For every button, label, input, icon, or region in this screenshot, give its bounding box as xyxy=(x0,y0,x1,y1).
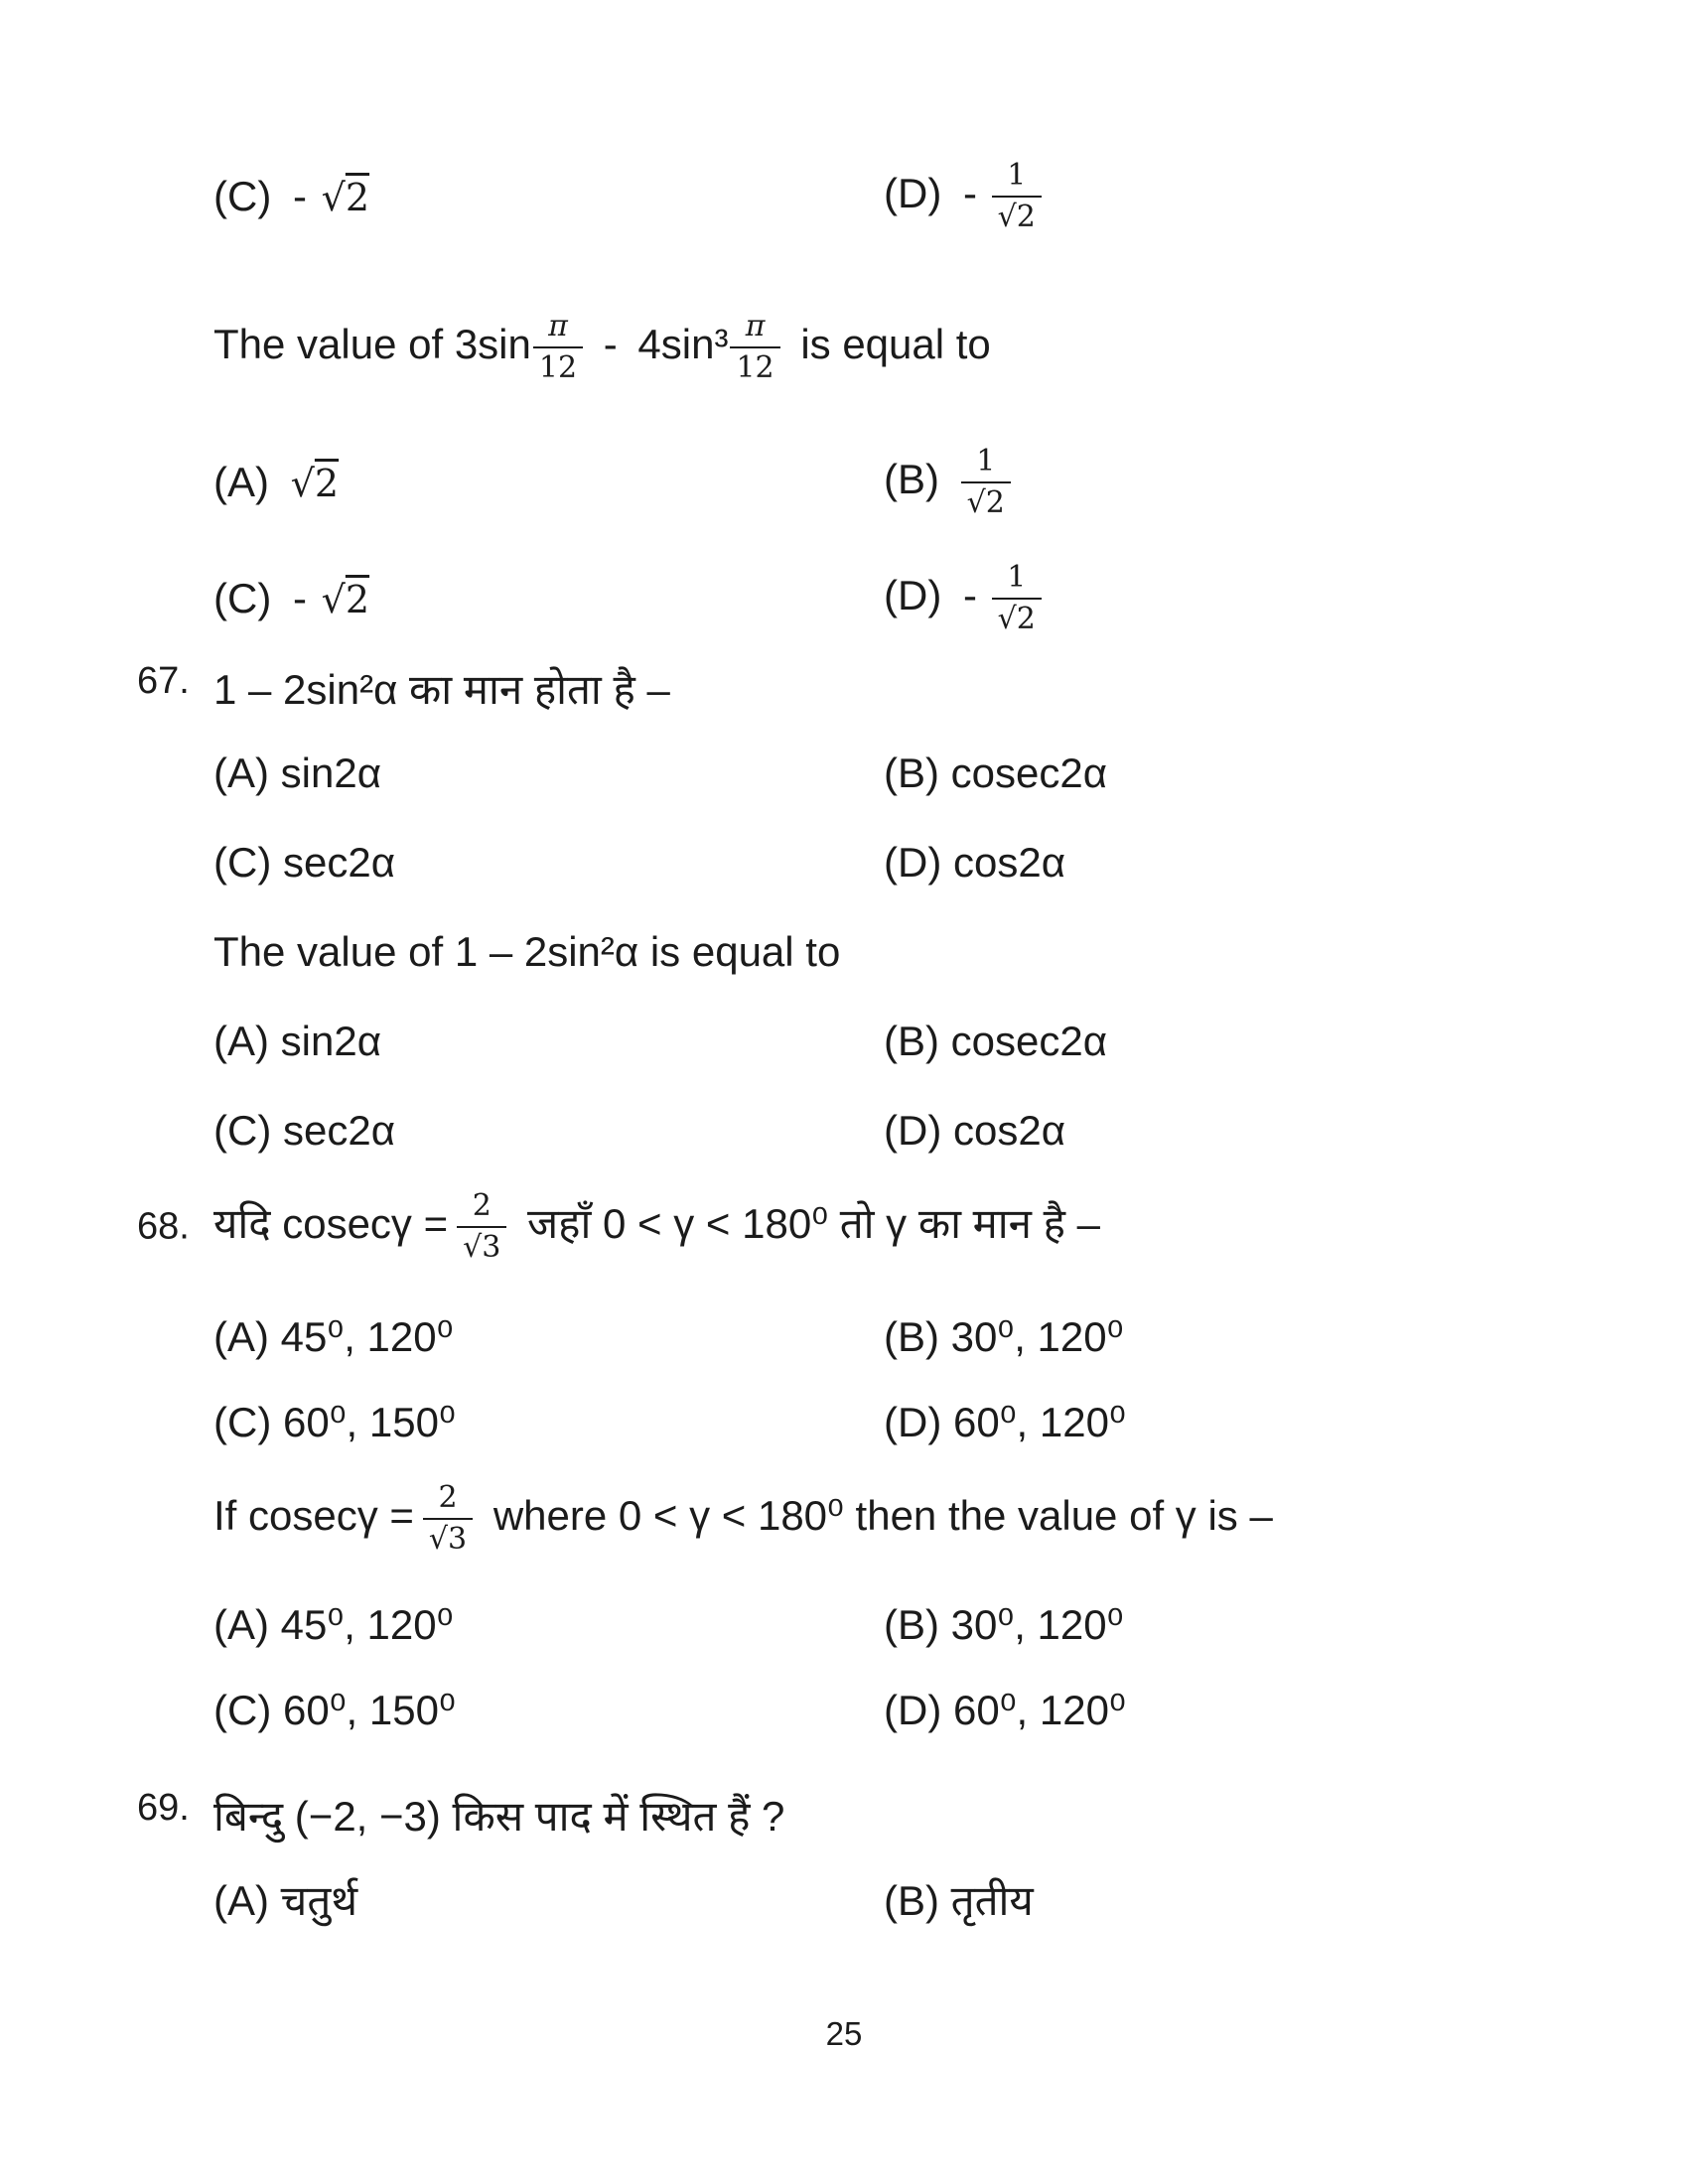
radical-sign: √ xyxy=(966,485,986,520)
minus-sign: - xyxy=(292,173,307,219)
q68-hindi-stem xyxy=(213,1189,1100,1265)
q69-option-a: (A) चतुर्थ xyxy=(213,1877,358,1924)
q67-option-c-en: (C) sec2α xyxy=(213,1107,395,1154)
radical-sign: √ xyxy=(997,200,1017,234)
radical-sign: √ xyxy=(321,578,346,621)
q66-english-stem xyxy=(213,310,991,385)
q68-option-a: (A) 45⁰, 120⁰ xyxy=(213,1313,454,1360)
page-number: 25 xyxy=(825,2015,863,2052)
fraction-numerator: 2 xyxy=(457,1189,506,1228)
fraction-numerator: π xyxy=(730,310,779,348)
stem-text: where 0 < γ < 180⁰ then the value of γ is – xyxy=(492,1492,1273,1540)
q67-option-c: (C) sec2α xyxy=(213,839,395,886)
fraction xyxy=(423,1481,473,1557)
fraction-numerator: π xyxy=(533,310,583,348)
fraction-denominator xyxy=(961,483,1011,520)
fraction xyxy=(730,310,779,385)
q68-options-row-2 xyxy=(0,1398,1688,1457)
q66-option-b xyxy=(884,445,1011,520)
fraction xyxy=(992,561,1042,636)
q69-question-row xyxy=(0,1787,1688,1846)
radicand: 2 xyxy=(314,462,340,505)
fraction-numerator: 1 xyxy=(992,561,1042,600)
radical-sign: √ xyxy=(428,1522,449,1557)
q67-option-d: (D) cos2α xyxy=(884,839,1065,886)
radicand: 2 xyxy=(1016,602,1036,636)
fraction xyxy=(533,310,583,385)
q67-options-row-2 xyxy=(0,839,1688,898)
q68-option-d-en: (D) 60⁰, 120⁰ xyxy=(884,1687,1126,1733)
q68-option-b-en: (B) 30⁰, 120⁰ xyxy=(884,1601,1124,1648)
q68-english-stem xyxy=(213,1481,1273,1557)
q66-option-d2 xyxy=(884,561,1042,636)
question-number: 68. xyxy=(137,1205,190,1248)
radicand: 2 xyxy=(345,176,370,219)
radical-sign: √ xyxy=(463,1230,483,1265)
q67-option-a-en: (A) sin2α xyxy=(213,1018,381,1064)
q68-option-a-en: (A) 45⁰, 120⁰ xyxy=(213,1601,454,1648)
q66-option-c2 xyxy=(213,575,369,622)
q67-option-d-en: (D) cos2α xyxy=(884,1107,1065,1154)
fraction-denominator: 12 xyxy=(538,350,578,385)
sqrt-expression xyxy=(322,176,369,219)
q68-question-row xyxy=(0,1169,1688,1285)
q67-options-row-1 xyxy=(0,750,1688,809)
q67-options-row-3 xyxy=(0,1018,1688,1077)
fraction-denominator xyxy=(457,1228,506,1265)
fraction-denominator: 12 xyxy=(736,350,774,385)
fraction-numerator: 1 xyxy=(992,159,1042,198)
sqrt-expression xyxy=(322,578,369,621)
q67-options-row-4 xyxy=(0,1107,1688,1166)
q67-question-row xyxy=(0,660,1688,720)
radical-sign: √ xyxy=(321,176,346,219)
radicand: 2 xyxy=(1016,200,1036,234)
q66-top-options-row xyxy=(0,139,1688,254)
question-number: 69. xyxy=(137,1787,190,1829)
stem-text: 4sin³ xyxy=(637,321,729,368)
fraction-numerator: 1 xyxy=(961,445,1011,483)
fraction-denominator xyxy=(423,1520,473,1557)
fraction xyxy=(992,159,1042,234)
radicand: 2 xyxy=(345,578,370,621)
stem-text: जहाँ 0 < γ < 180⁰ तो γ का मान है – xyxy=(527,1200,1100,1248)
q68-option-c-en: (C) 60⁰, 150⁰ xyxy=(213,1687,456,1733)
option-label: (C) xyxy=(213,173,272,219)
q66-options-row-cd xyxy=(0,541,1688,656)
q66-option-d xyxy=(884,159,1042,234)
minus-sign: - xyxy=(292,575,307,621)
q66-options-row-ab xyxy=(0,425,1688,540)
option-label: (B) xyxy=(884,456,939,503)
radicand: 3 xyxy=(482,1230,501,1265)
q66-option-a xyxy=(213,459,339,506)
q68-option-d: (D) 60⁰, 120⁰ xyxy=(884,1399,1126,1445)
q67-option-b: (B) cosec2α xyxy=(884,750,1108,796)
q66-option-c xyxy=(213,173,369,220)
option-label: (D) xyxy=(884,170,942,217)
q69-hindi-stem: बिन्दु (−2, −3) किस पाद में स्थित हैं ? xyxy=(213,1793,785,1840)
fraction-denominator xyxy=(992,198,1042,234)
option-label: (A) xyxy=(213,459,269,505)
q68-options-row-3 xyxy=(0,1600,1688,1660)
q68-options-row-1 xyxy=(0,1312,1688,1372)
q68-option-c: (C) 60⁰, 150⁰ xyxy=(213,1399,456,1445)
stem-text: If cosecγ = xyxy=(213,1492,414,1540)
q67-option-a: (A) sin2α xyxy=(213,750,381,796)
sqrt-expression xyxy=(291,462,339,505)
minus-sign: - xyxy=(962,170,977,217)
radicand: 3 xyxy=(448,1522,468,1557)
q68-options-row-4 xyxy=(0,1686,1688,1745)
stem-text: यदि cosecγ = xyxy=(213,1200,449,1248)
q69-option-b: (B) तृतीय xyxy=(884,1877,1034,1924)
q66-english-stem-row xyxy=(0,290,1688,405)
option-label: (C) xyxy=(213,575,272,621)
fraction-numerator: 2 xyxy=(423,1481,473,1520)
q67-option-b-en: (B) cosec2α xyxy=(884,1018,1108,1064)
q69-options-row-1 xyxy=(0,1871,1688,1931)
fraction xyxy=(457,1189,506,1265)
q68-option-b: (B) 30⁰, 120⁰ xyxy=(884,1313,1124,1360)
minus-sign: - xyxy=(962,572,977,619)
fraction-denominator xyxy=(992,600,1042,636)
radicand: 2 xyxy=(985,485,1005,520)
radical-sign: √ xyxy=(290,462,315,505)
q67-english-stem: The value of 1 – 2sin²α is equal to xyxy=(213,928,841,975)
fraction xyxy=(961,445,1011,520)
minus-sign: - xyxy=(603,321,618,368)
question-number: 67. xyxy=(137,660,190,702)
radical-sign: √ xyxy=(997,602,1017,636)
q67-english-stem-row xyxy=(0,928,1688,988)
q67-hindi-stem: 1 – 2sin²α का मान होता है – xyxy=(213,666,670,713)
stem-text: The value of 3sin xyxy=(213,321,531,368)
q68-english-stem-row xyxy=(0,1461,1688,1576)
stem-text: is equal to xyxy=(800,321,991,368)
option-label: (D) xyxy=(884,572,942,619)
